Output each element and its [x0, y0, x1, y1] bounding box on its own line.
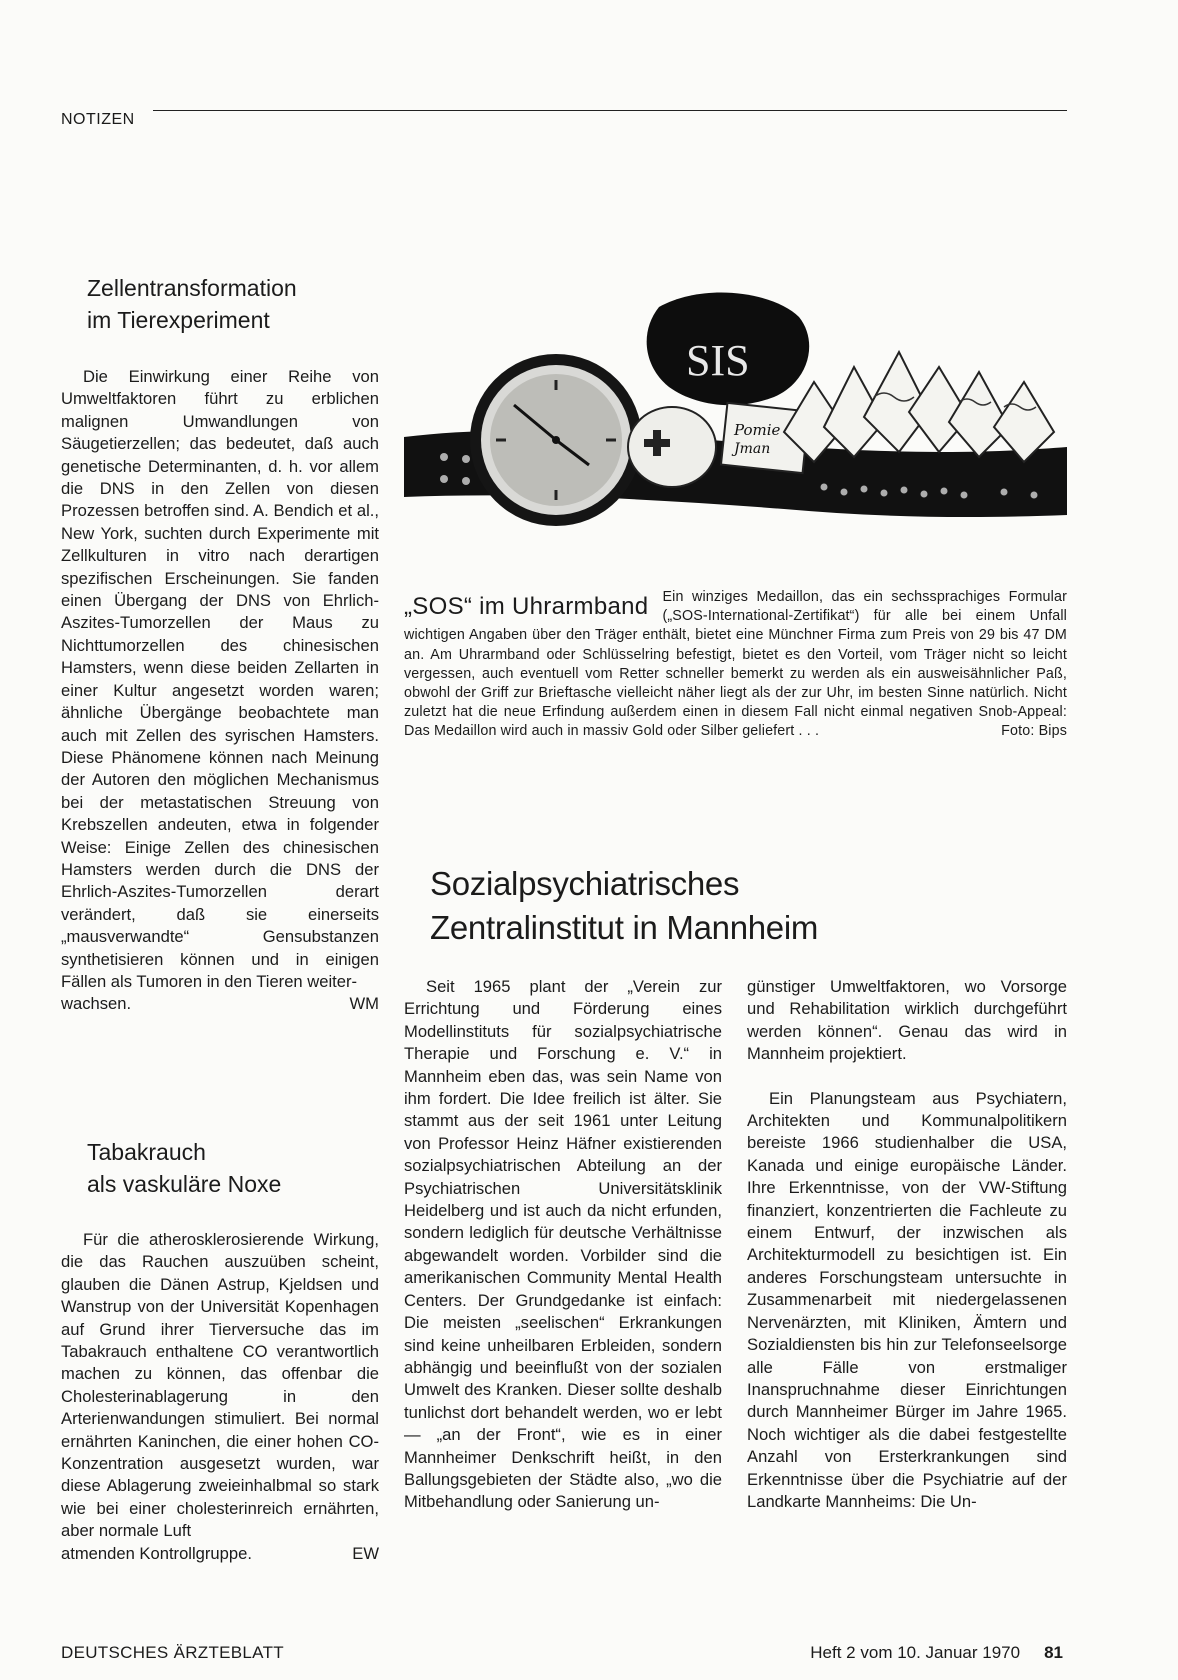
red-cross-medallion [628, 407, 716, 487]
footer-issue-info [810, 1643, 1063, 1663]
last-line: wachsen. [61, 994, 132, 1014]
title-line: Sozialpsychiatrisches [430, 865, 740, 902]
wristwatch [470, 354, 642, 526]
section-label: NOTIZEN [61, 111, 135, 128]
article-sozialpsychiatrisches-zentralinstitut [430, 862, 1050, 950]
article-title [430, 862, 1050, 950]
sos-medallion [647, 293, 810, 406]
last-line: atmenden Kontrollgruppe. [61, 1543, 252, 1563]
caption-title: „SOS“ im Uhrarmband [404, 593, 649, 620]
photo-illustration [404, 287, 1067, 567]
article-title [87, 1136, 377, 1200]
body-paragraph: Seit 1965 plant der „Verein zur Errichtung und Förderung eines Modellinstituts für sozialpsychiatrische Therapie und Forschung e. V.“ in Mannheim eben das, was sein Name von ihm fordert. Die Idee freilich ist älter. Sie stammt aus der seit 1961 unter Leitung von Professor Heinz Häfner existierenden sozialpsychiatrischen Abteilung an der Psychiatrischen Universitätsklinik Heidelberg und ist auch da nicht erfunden, sondern lediglich für deutsche Verhältnisse abgewandelt worden. Vorbilder sind die amerikanischen Community Mental Health Centers. Der Grundgedanke ist einfach: Die meisten „seelischen“ Erkrankungen sind keine unheilbaren Erbleiden, sondern abhängig und beeinflußt von der sozialen Umwelt des Kranken. Dieser sollte deshalb tunlichst dort behandelt werden, wo er lebt — „an der Front“, wie es in einer Mannheimer Denkschrift heißt, in den Ballungsgebieten der Städte also, „wo die Mitbehandlung oder Sanierung un- [404, 977, 722, 1512]
page-number: 81 [1044, 1643, 1063, 1662]
issue-date: Heft 2 vom 10. Januar 1970 [810, 1643, 1021, 1662]
article-title [87, 272, 377, 336]
article-body-column-2 [747, 976, 1067, 1513]
author-initials: EW [352, 1543, 379, 1563]
title-line: Tabakrauch [87, 1139, 206, 1165]
photo-credit: Foto: Bips [1001, 723, 1067, 740]
photo-watch-medallion [404, 287, 1067, 567]
medallion-lettering: SIS [686, 336, 750, 385]
author-initials: WM [349, 994, 379, 1014]
title-line: Zellentransformation [87, 275, 297, 301]
caption-text: Ein winziges Medaillon, das ein sechssprachiges Formular („SOS-International-Zertifikat“) für alle bei einem Unfall wichtigen Angaben über den Träger enthält, bietet eine Münchner Firma zum Preis von 29 bis 47 DM an. Am Uhrarmband oder Schlüsselring befestigt, bietet es den Vorteil, vom Träger nicht so leicht vergessen, auch eventuell vom Retter schneller bemerkt zu werden als ein ausweisähnlicher Paß, obwohl der Griff zur Brieftasche vielleicht näher liegt als der zur Uhr, im besten Sinne natürlich. Nicht zuletzt hat die neue Erfindung außerdem einen in diesem Fall nicht einmal negativen Snob-Appeal: Das Medaillon wird auch in massiv Gold oder Silber geliefert . . . [404, 589, 1067, 740]
photo-caption [404, 588, 1067, 742]
body-paragraph: Für die atherosklerosierende Wirkung, die das Rauchen auszuüben scheint, glauben die Dänen Astrup, Kjeldsen und Wanstrup von der Universität Kopenhagen auf Grund ihrer Tierversuche das im Tabakrauch enthaltene CO verantwortlich machen zu können, das offenbar die Cholesterinablagerung in den Arterienwandungen stimuliert. Bei normal ernährten Kaninchen, die einer hohen CO-Konzentration ausgesetzt wurden, war diese Ablagerung zweieinhalbmal so stark wie bei einer cholesterinreich ernährten, aber normale Luft [61, 1230, 379, 1541]
article-tabakrauch [87, 1136, 377, 1200]
body-paragraph: Ein Planungsteam aus Psychiatern, Architekten und Kommunalpolitikern bereiste 1966 studienhalber die USA, Kanada und einige europäische Länder. Ihre Erkenntnisse, von der VW-Stiftung finanziert, konzentrierten die Fachleute zu einem Entwurf, der inzwischen als Architekturmodell zu besichtigen ist. Ein anderes Forschungsteam untersuchte in Zusammenarbeit mit niedergelassenen Nervenärzten, mit Kliniken, Ämtern und Sozialdiensten bis hin zur Telefonseelsorge alle Fälle von erstmaliger Inanspruchnahme dieser Einrichtungen durch Mannheimer Bürger im Jahre 1965. Noch wichtiger als die dabei festgestellte Anzahl von Ersterkrankungen sind Erkenntnisse über die Psychiatrie auf der Landkarte Mannheims: Die Un- [747, 1088, 1067, 1511]
card-handwriting: Pomie [734, 421, 781, 439]
body-paragraph: günstiger Umweltfaktoren, wo Vorsorge und Rehabilitation wirklich durchgeführt werden können“. Genau das wird in Mannheim projektiert. [747, 977, 1067, 1064]
title-line: im Tierexperiment [87, 307, 270, 333]
folded-leaflet [784, 352, 1054, 462]
article-zellentransformation [87, 272, 377, 336]
article-body-column-1 [404, 976, 722, 1514]
header-rule [153, 110, 1067, 111]
signature-line [61, 1543, 379, 1565]
article-body [61, 366, 379, 1016]
body-paragraph: Die Einwirkung einer Reihe von Umweltfaktoren führt zu erblichen malignen Umwandlungen von Säugetierzellen; das bedeutet, daß auch genetische Determinanten, d. h. vor allem die DNS in den Zellen von diesen Prozessen betroffen sind. A. Bendich et al., New York, suchten durch Experimente mit Zellkulturen in vitro nach derartigen spezifischen Erscheinungen. Sie fanden einen Übergang der DNS von Ehrlich-Aszites-Tumorzellen der Maus zu Nichttumorzellen des chinesischen Hamsters, wenn diese beiden Zellarten in einer Kultur angesetzt worden waren; ähnliche Übergänge beobachtete man auch mit Zellen des syrischen Hamsters. Diese Phänomene können nach Meinung der Autoren den möglichen Mechanismus bei der metastatischen Streuung von Krebszellen andeuten, etwa in folgender Weise: Einige Zellen des chinesischen Hamsters werden durch die DNS der Ehrlich-Aszites-Tumorzellen derart verändert, daß sie einerseits „mausverwandte“ Gensubstanzen synthetisieren können und in einigen Fällen als Tumoren in den Tieren weiter- [61, 367, 379, 991]
article-body [61, 1229, 379, 1565]
title-line: Zentralinstitut in Mannheim [430, 909, 819, 946]
journal-name: DEUTSCHES ÄRZTEBLATT [61, 1643, 284, 1662]
card-handwriting: Jman [734, 441, 771, 457]
title-line: als vaskuläre Noxe [87, 1171, 282, 1197]
signature-line [61, 993, 379, 1015]
